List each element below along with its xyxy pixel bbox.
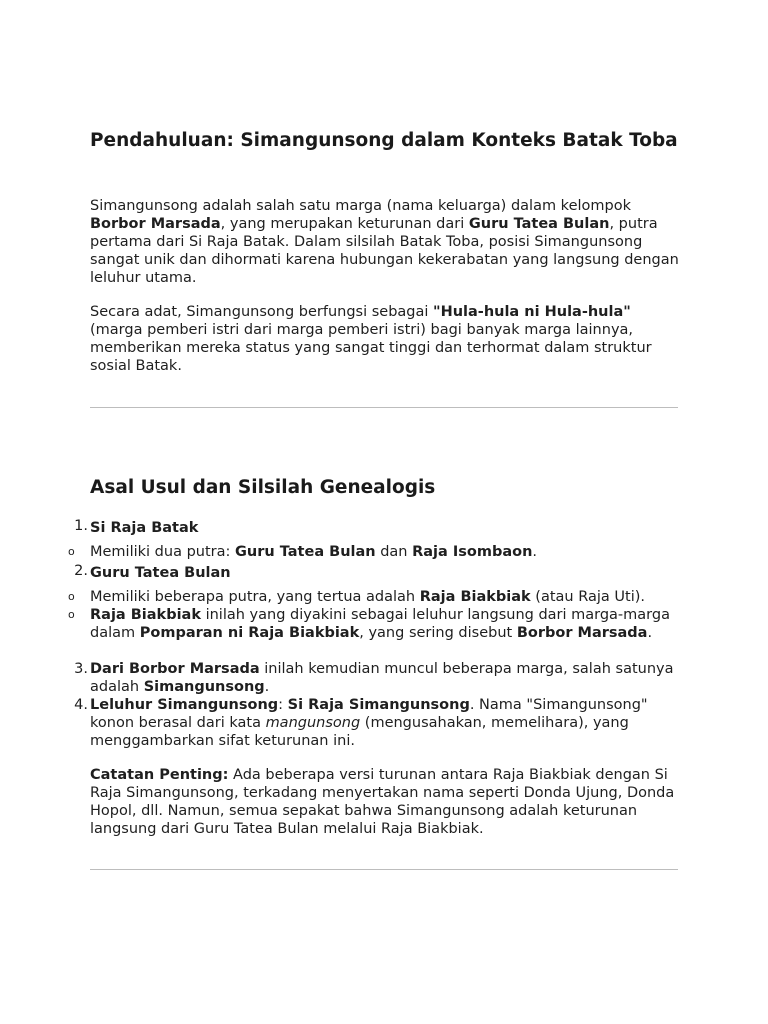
intro-paragraph-2 — [90, 303, 680, 375]
bullet-marker: o — [68, 545, 75, 558]
bold-term: Pomparan ni Raja Biakbiak — [139, 625, 360, 641]
text-run: Simangunsong adalah salah satu marga (nama keluarga) dalam kelompok — [90, 198, 631, 214]
text-run: Secara adat, Simangunsong berfungsi sebagai — [90, 304, 434, 320]
list-number: 4. — [74, 697, 88, 713]
bold-term: Borbor Marsada — [516, 625, 648, 641]
sub-list-item — [68, 588, 680, 606]
bullet-marker: o — [68, 608, 75, 621]
list-number: 2. — [74, 563, 88, 579]
text-run: , yang merupakan keturunan dari — [220, 216, 469, 232]
list-item-4 — [74, 696, 680, 750]
text-run: , putra pertama dari Si Raja Batak. Dalam silsilah Batak Toba, posisi Simangunsong sangat unik dan dihormati karena hubungan kekerabatan yang langsung dengan leluhur utama. — [90, 216, 679, 286]
text-run: . — [647, 625, 653, 641]
bold-term: Leluhur Simangunsong — [90, 697, 279, 713]
bold-term: Dari Borbor Marsada — [90, 661, 260, 677]
list-item-title: Guru Tatea Bulan — [90, 565, 231, 581]
bold-term: "Hula-hula ni Hula-hula" — [433, 304, 631, 320]
text-run: . — [532, 544, 538, 560]
note-label: Catatan Penting: — [90, 767, 229, 783]
bold-term: Raja Isombaon — [412, 544, 533, 560]
text-run: inilah kemudian muncul beberapa marga, salah satunya adalah — [90, 661, 674, 695]
text-run: : — [278, 697, 288, 713]
section-divider — [90, 869, 678, 870]
list-item-title: Si Raja Batak — [90, 520, 199, 536]
list-number: 1. — [74, 518, 88, 534]
bold-term: Simangunsong — [143, 679, 265, 695]
section-heading-pendahuluan: Pendahuluan: Simangunsong dalam Konteks Batak Toba — [90, 130, 678, 151]
text-run: Memiliki beberapa putra, yang tertua adalah — [90, 589, 420, 605]
list-number: 3. — [74, 661, 88, 677]
bold-term: Borbor Marsada — [90, 216, 221, 232]
bold-term: Raja Biakbiak — [90, 607, 201, 623]
text-run: inilah yang diyakini sebagai leluhur langsung dari marga-marga dalam — [90, 607, 670, 641]
intro-paragraph-1 — [90, 197, 680, 287]
list-item-2 — [74, 562, 680, 582]
note-text: Ada beberapa versi turunan antara Raja Biakbiak dengan Si Raja Simangunsong, terkadang menyertakan nama seperti Donda Ujung, Donda Hopol, dll. Namun, semua sepakat bahwa Simangunsong adalah keturunan langsung dari Guru Tatea Bulan melalui Raja Biakbiak. — [90, 767, 675, 837]
sub-list-item — [68, 606, 680, 642]
bullet-marker: o — [68, 590, 75, 603]
list-item-3 — [74, 660, 680, 696]
text-run: . — [264, 679, 270, 695]
text-run: Memiliki dua putra: — [90, 544, 235, 560]
text-run: dan — [375, 544, 413, 560]
text-run: , yang sering disebut — [359, 625, 517, 641]
sub-list-item — [68, 543, 680, 561]
bold-term: Guru Tatea Bulan — [235, 544, 376, 560]
italic-term: mangunsong — [265, 715, 361, 731]
text-run: (marga pemberi istri dari marga pemberi istri) bagi banyak marga lainnya, memberikan mereka status yang sangat tinggi dan terhormat dalam struktur sosial Batak. — [90, 322, 652, 374]
text-run: . Nama "Simangunsong" konon berasal dari kata — [90, 697, 648, 731]
bold-term: Raja Biakbiak — [419, 589, 531, 605]
text-run: (atau Raja Uti). — [530, 589, 645, 605]
text-run: (mengusahakan, memelihara), yang menggambarkan sifat keturunan ini. — [90, 715, 629, 749]
bold-term: Guru Tatea Bulan — [468, 216, 610, 232]
section-divider — [90, 407, 678, 408]
list-item-1 — [74, 517, 680, 537]
section-heading-asal-usul: Asal Usul dan Silsilah Genealogis — [90, 477, 436, 498]
bold-term: Si Raja Simangunsong — [287, 697, 470, 713]
important-note — [90, 766, 680, 838]
